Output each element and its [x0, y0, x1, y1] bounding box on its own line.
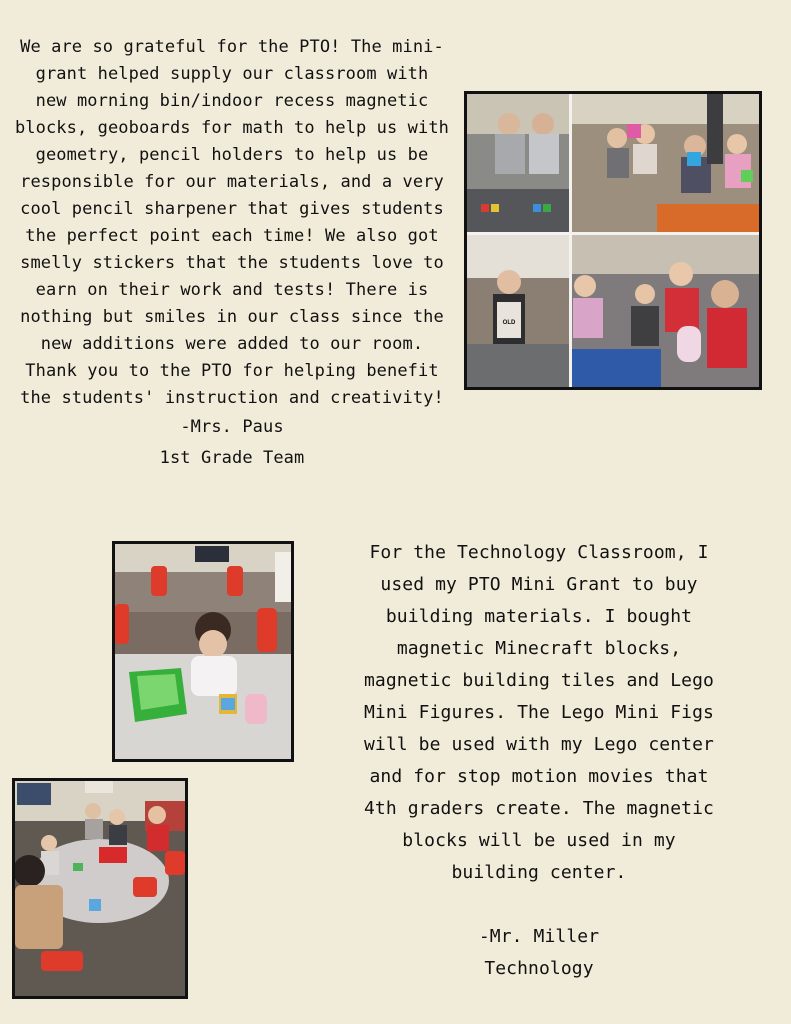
note-line: 4th graders create. The magnetic: [364, 798, 714, 819]
note-line: cool pencil sharpener that gives students: [20, 199, 444, 219]
spacer: [336, 889, 742, 921]
students-at-table-photo: [12, 778, 188, 999]
classroom-collage-photo: [464, 91, 762, 390]
note-line: geometry, pencil holders to help us be: [35, 145, 429, 165]
signature-name: -Mr. Miller: [478, 926, 600, 947]
note-line: will be used with my Lego center: [364, 734, 714, 755]
note-line: building materials. I bought: [385, 606, 693, 627]
note-line: magnetic building tiles and Lego: [364, 670, 714, 691]
note-line: magnetic Minecraft blocks,: [396, 638, 682, 659]
signature-team: 1st Grade Team: [159, 448, 305, 468]
technology-grant-note: [336, 537, 742, 985]
note-line: smelly stickers that the students love to: [20, 253, 444, 273]
signature-team: Technology: [484, 958, 594, 979]
note-line: the perfect point each time! We also got: [25, 226, 439, 246]
note-line: used my PTO Mini Grant to buy: [380, 574, 698, 595]
note-line: grant helped supply our classroom with: [35, 64, 429, 84]
note-line: nothing but smiles in our class since the: [20, 307, 444, 327]
student-building-photo: [112, 541, 294, 762]
note-line: earn on their work and tests! There is: [35, 280, 429, 300]
note-line: We are so grateful for the PTO! The mini-: [20, 37, 444, 57]
pto-thank-you-note: [8, 34, 456, 474]
note-line: For the Technology Classroom, I: [369, 542, 709, 563]
note-line: Mini Figures. The Lego Mini Figs: [364, 702, 714, 723]
note-line: the students' instruction and creativity!: [20, 388, 444, 408]
students-table-image: [15, 781, 185, 996]
note-line: blocks will be used in my: [402, 830, 676, 851]
note-line: blocks, geoboards for math to help us with: [14, 118, 450, 138]
note-line: responsible for our materials, and a very: [20, 172, 444, 192]
note-line: new morning bin/indoor recess magnetic: [35, 91, 429, 111]
note-line: and for stop motion movies that: [369, 766, 709, 787]
note-line: new additions were added to our room.: [40, 334, 424, 354]
note-line: Thank you to the PTO for helping benefit: [25, 361, 439, 381]
building-tiles-image: [115, 544, 291, 759]
shirt-print: OLD: [502, 320, 516, 326]
note-line: building center.: [451, 862, 627, 883]
signature-name: -Mrs. Paus: [180, 417, 284, 437]
collage-image: [467, 94, 759, 387]
